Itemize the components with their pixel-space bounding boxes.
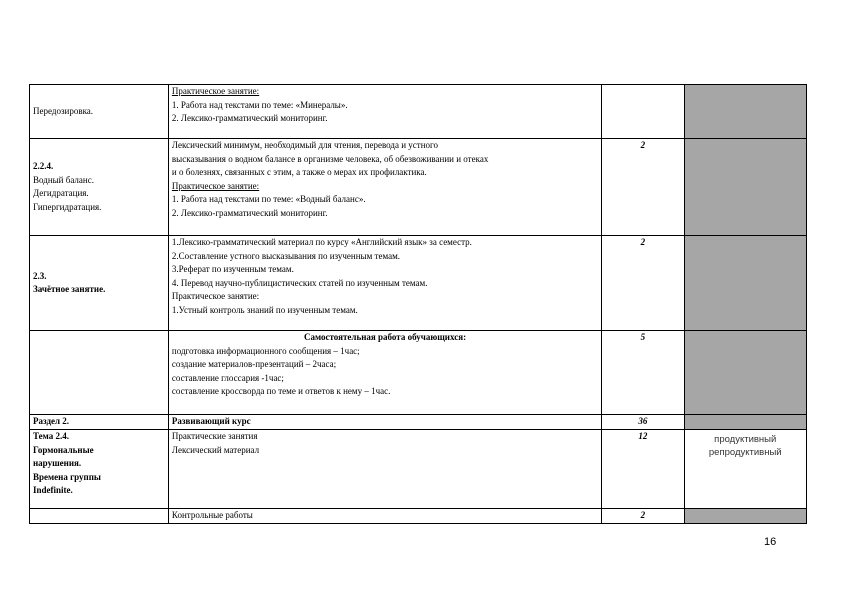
content-cell [168,85,601,139]
content-heading: Самостоятельная работа обучающихся: [304,332,467,342]
level-line: репродуктивный [708,447,782,458]
content-cell [168,139,601,236]
content-cell [168,331,601,415]
topic-line: Дегидратация. [33,188,89,198]
content-line: 1. Работа над текстами по теме: «Минералы». [171,99,348,110]
level-cell-shaded [684,415,806,430]
level-cell-shaded [684,85,806,139]
hours-cell: 2 [602,139,684,236]
content-line: Практическое занятие: [171,291,260,301]
content-line: 1. Работа над текстами по теме: «Водный баланс». [171,194,366,204]
content-cell [168,430,601,509]
hours-cell: 2 [602,509,684,524]
level-cell [684,430,806,509]
table-row [30,236,807,331]
content-line: 2. Лексико-грамматический мониторинг. [171,113,328,123]
content-cell [168,236,601,331]
table-row [30,139,807,236]
topic-cell [30,236,169,331]
level-line: продуктивный [714,434,777,445]
topic-cell [30,331,169,415]
table-row [30,331,807,415]
topic-line: Передозировка. [33,105,94,116]
topic-line: Тема 2.4. [33,431,69,441]
content-line: составление глоссария -1час; [171,372,284,383]
content-line: 1.Устный контроль знаний по изученным темам. [171,304,358,315]
topic-cell [30,85,169,139]
table-row [30,509,807,524]
topic-cell [30,509,169,524]
level-cell-shaded [684,139,806,236]
content-line: подготовка информационного сообщения – 1час; [171,345,360,356]
level-cell-shaded [684,331,806,415]
topic-cell [30,430,169,509]
content-line: 4. Перевод научно-публицистических статей по изученным темам. [171,277,428,288]
content-line: 1.Лексико-грамматический материал по курсу «Английский язык» за семестр. [171,237,472,247]
content-line: и о болезнях, связанных с этим, а также о мерах их профилактика. [171,167,427,177]
topic-number: 2.2.4. [33,161,54,171]
section-name-cell: Развивающий курс [168,415,601,430]
topic-line: Зачётное занятие. [33,284,106,294]
content-cell: Контрольные работы [168,509,601,524]
content-line: высказывания о водном балансе в организме человека, об обезвоживании и отеках [171,153,489,164]
content-line: 2. Лексико-грамматический мониторинг. [171,207,328,218]
content-line: 3.Реферат по изученным темам. [171,264,294,274]
page-number: 16 [764,536,777,548]
curriculum-table [29,84,807,524]
topic-line: Гипергидратация. [33,201,102,212]
content-line: создание материалов-презентаций – 2часа; [171,359,337,369]
topic-line: Водный баланс. [33,174,94,185]
content-line: Лексический материал [171,444,260,455]
level-cell-shaded [684,236,806,331]
hours-cell: 5 [602,331,684,415]
hours-cell: 2 [602,236,684,331]
content-line: Лексический минимум, необходимый для чтения, перевода и устного [171,140,439,150]
content-line: составление кроссворда по теме и ответов к нему – 1час. [171,386,391,396]
topic-number: 2.3. [33,270,47,281]
topic-cell [30,139,169,236]
level-cell-shaded [684,509,806,524]
table-row [30,85,807,139]
table-row [30,415,807,430]
hours-cell [602,85,684,139]
content-line: Практическое занятие: [171,86,260,96]
topic-line: Indefinite. [33,485,73,495]
section-title-cell: Раздел 2. [30,415,169,430]
content-line: Практическое занятие: [171,180,260,191]
topic-line: Времена группы [33,471,101,482]
topic-line: Гормональные [33,444,94,455]
topic-line: нарушения. [33,458,82,468]
content-line: Практические занятия [171,431,258,441]
table-row [30,430,807,509]
hours-cell: 12 [602,430,684,509]
content-line: 2.Составление устного высказывания по изученным темам. [171,250,401,261]
hours-cell: 36 [602,415,684,430]
